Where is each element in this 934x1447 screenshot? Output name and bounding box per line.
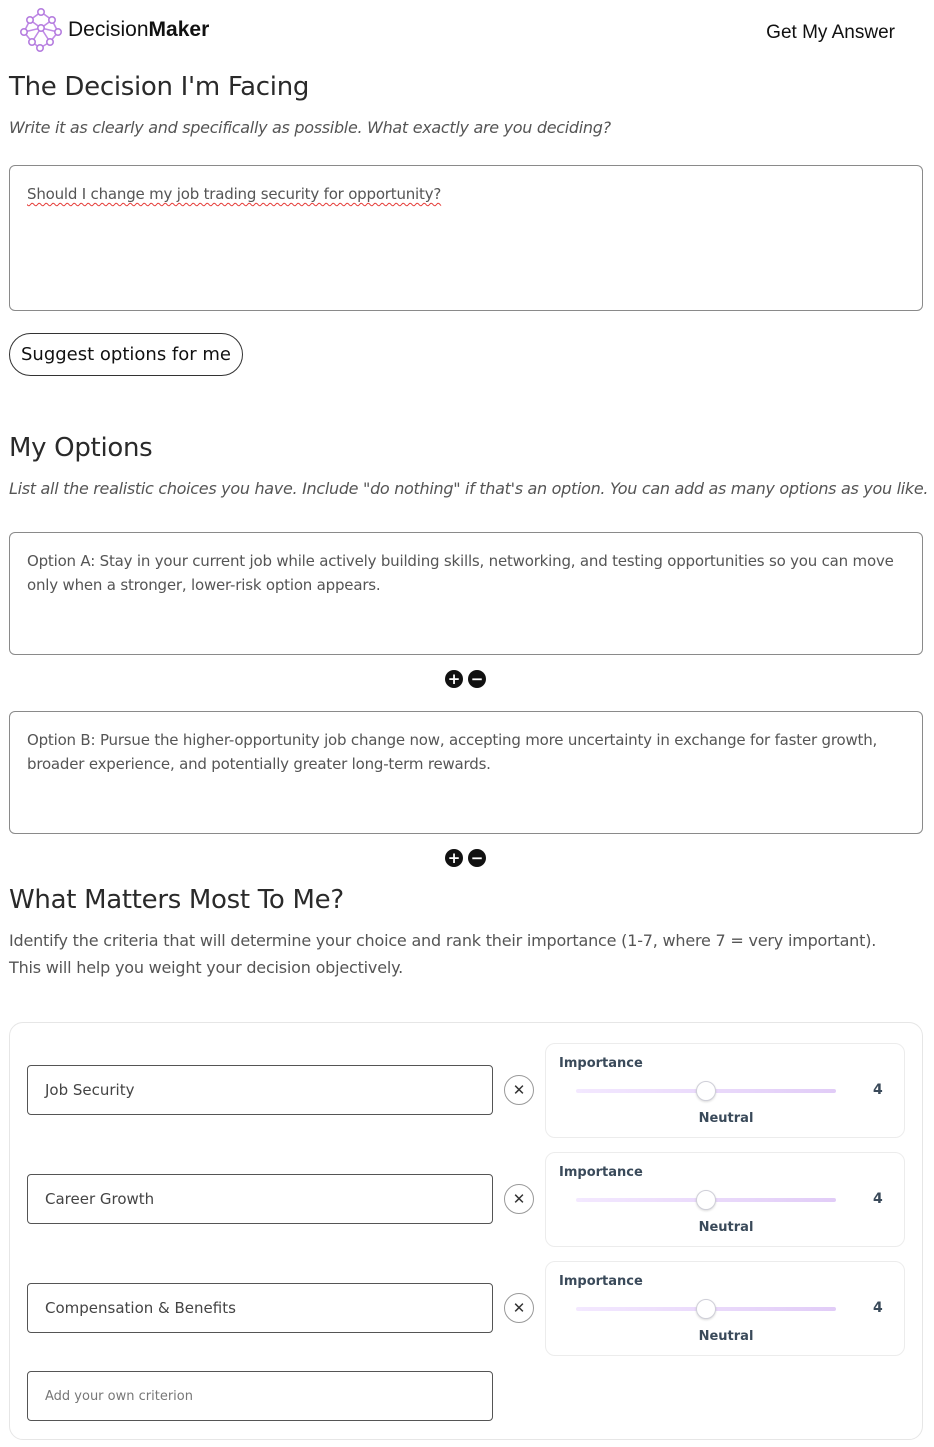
importance-panel — [545, 1043, 905, 1138]
slider-thumb[interactable] — [696, 1190, 716, 1210]
add-criterion-input[interactable]: Add your own criterion — [27, 1371, 493, 1421]
brand-name: DecisionMaker — [68, 18, 210, 41]
remove-criterion-close-icon[interactable]: ✕ — [504, 1075, 534, 1105]
importance-caption: Neutral — [698, 1220, 754, 1235]
decision-textarea[interactable] — [9, 165, 923, 311]
option-b-textarea[interactable]: Option B: Pursue the higher-opportunity job change now, accepting more uncertainty in exchange for faster growth, broader experience, and potentially greater long-term rewards. — [9, 711, 923, 834]
app-header — [0, 0, 934, 64]
importance-value: 4 — [873, 1082, 883, 1098]
remove-criterion-close-icon[interactable]: ✕ — [504, 1184, 534, 1214]
option-b-controls — [445, 849, 487, 867]
slider-thumb[interactable] — [696, 1081, 716, 1101]
importance-panel — [545, 1152, 905, 1247]
options-section-subtitle: List all the realistic choices you have. Include "do nothing" if that's an option. You can add as many options as you like. — [9, 479, 929, 498]
importance-label: Importance — [559, 1165, 643, 1180]
criterion-input[interactable]: Job Security — [27, 1065, 493, 1115]
options-section-title: My Options — [9, 433, 153, 463]
importance-label: Importance — [559, 1274, 643, 1289]
option-a-controls — [445, 670, 487, 688]
importance-value: 4 — [873, 1191, 883, 1207]
get-my-answer-link[interactable]: Get My Answer — [766, 22, 895, 43]
importance-caption: Neutral — [698, 1329, 754, 1344]
option-a-textarea[interactable]: Option A: Stay in your current job while actively building skills, networking, and testing opportunities so you can move only when a stronger, lower-risk option appears. — [9, 532, 923, 655]
decision-text-value: Should I change my job trading security for opportunity? — [27, 185, 442, 203]
importance-caption: Neutral — [698, 1111, 754, 1126]
importance-slider[interactable] — [576, 1307, 836, 1311]
decision-section-title: The Decision I'm Facing — [9, 72, 310, 102]
network-logo-icon — [18, 6, 64, 52]
criterion-input[interactable]: Compensation & Benefits — [27, 1283, 493, 1333]
importance-panel — [545, 1261, 905, 1356]
importance-slider[interactable] — [576, 1089, 836, 1093]
criteria-section-title: What Matters Most To Me? — [9, 885, 344, 915]
remove-criterion-close-icon[interactable]: ✕ — [504, 1293, 534, 1323]
importance-value: 4 — [873, 1300, 883, 1316]
suggest-options-button[interactable]: Suggest options for me — [9, 333, 243, 376]
remove-option-icon[interactable]: − — [468, 670, 486, 688]
remove-option-icon[interactable]: − — [468, 849, 486, 867]
decision-section-subtitle: Write it as clearly and specifically as possible. What exactly are you deciding? — [9, 118, 611, 137]
add-option-icon[interactable]: + — [445, 849, 463, 867]
slider-thumb[interactable] — [696, 1299, 716, 1319]
criterion-input[interactable]: Career Growth — [27, 1174, 493, 1224]
add-option-icon[interactable]: + — [445, 670, 463, 688]
importance-label: Importance — [559, 1056, 643, 1071]
importance-slider[interactable] — [576, 1198, 836, 1202]
criteria-section-description: Identify the criteria that will determine your choice and rank their importance (1-7, where 7 = very important). This will help you weight your decision objectively. — [9, 931, 877, 977]
